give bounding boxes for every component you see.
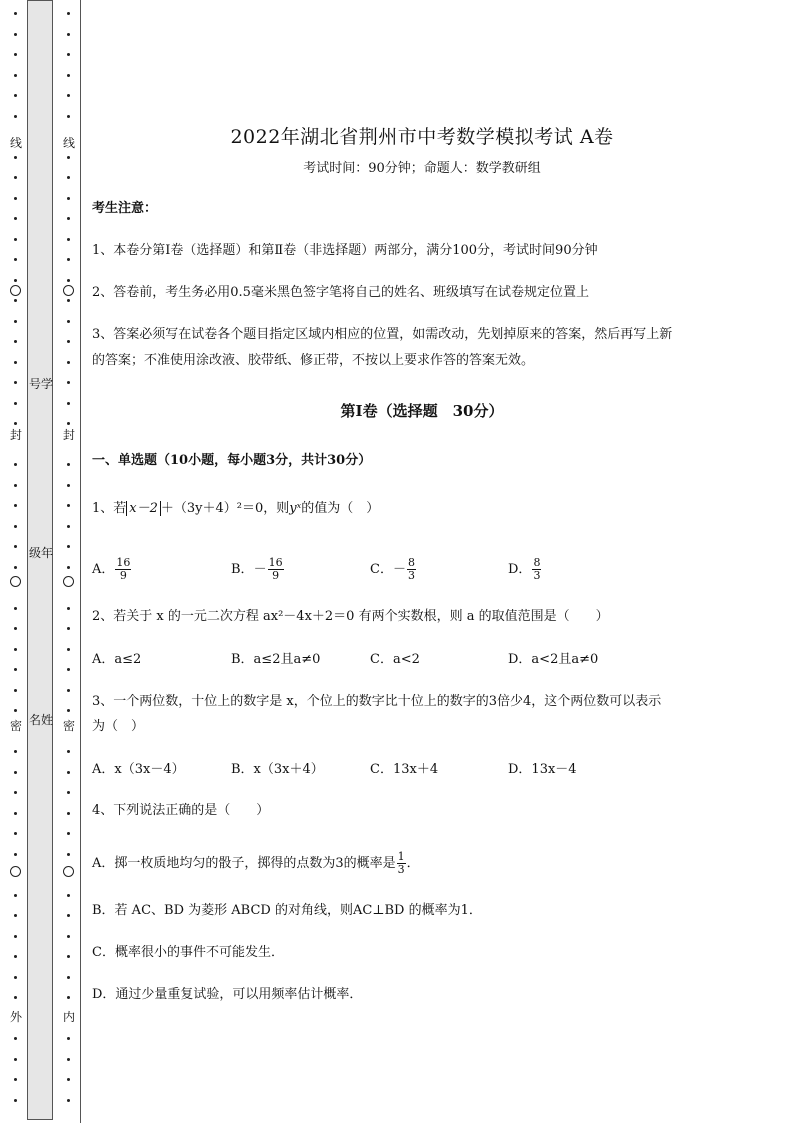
binding-dot xyxy=(14,115,17,118)
binding-dot xyxy=(14,1037,17,1040)
outer-mark-feng: 封 xyxy=(9,428,22,442)
q2-option-d[interactable]: D．a<2且a≠0 xyxy=(508,652,599,667)
binding-ring-icon xyxy=(63,866,74,877)
binding-dot xyxy=(67,914,70,917)
binding-dot xyxy=(14,94,17,97)
binding-dot xyxy=(14,627,17,630)
inner-mark-xian: 线 xyxy=(62,136,75,150)
binding-dot xyxy=(67,689,70,692)
notice-heading: 考生注意： xyxy=(92,201,158,216)
q1-expr: yˣ xyxy=(289,501,302,516)
binding-dot xyxy=(14,402,17,405)
binding-dot xyxy=(67,279,70,282)
question-2-stem: 2、若关于 x 的一元二次方程 ax²－4x＋2＝0 有两个实数根，则 a 的取值范围是（ ） xyxy=(92,609,609,624)
binding-dot xyxy=(14,607,17,610)
binding-dot xyxy=(67,53,70,56)
q4-option-c[interactable]: C．概率很小的事件不可能发生． xyxy=(92,945,284,960)
binding-dot xyxy=(14,709,17,712)
binding-dot xyxy=(14,381,17,384)
binding-dot xyxy=(67,771,70,774)
field-student-number: 号学 xyxy=(28,377,53,391)
binding-dot xyxy=(67,238,70,241)
notice-item-3-line-1: 3、答案必须写在试卷各个题目指定区域内相应的位置，如需改动，先划掉原来的答案，然后再写上新 xyxy=(92,327,673,342)
field-name: 名姓 xyxy=(28,713,53,727)
binding-dot xyxy=(14,689,17,692)
exam-title: 2022年湖北省荆州市中考数学模拟考试 A卷 xyxy=(230,126,614,148)
q1-mid: ＋（3y＋4）²＝0，则 xyxy=(160,501,290,516)
binding-dot xyxy=(14,771,17,774)
binding-dot xyxy=(67,1078,70,1081)
binding-dot xyxy=(67,525,70,528)
binding-dot xyxy=(14,33,17,36)
binding-dot xyxy=(14,1099,17,1102)
binding-dot xyxy=(14,791,17,794)
student-info-strip xyxy=(27,0,53,1120)
binding-dot xyxy=(14,340,17,343)
binding-dot xyxy=(14,566,17,569)
binding-dot xyxy=(14,279,17,282)
binding-dot xyxy=(67,504,70,507)
inner-dotted-line xyxy=(62,4,76,1119)
binding-dot xyxy=(67,74,70,77)
binding-dot xyxy=(67,115,70,118)
q3-option-c[interactable]: C．13x＋4 xyxy=(370,762,439,777)
binding-dot xyxy=(14,422,17,425)
binding-dot xyxy=(67,545,70,548)
q2-option-b[interactable]: B．a≤2且a≠0 xyxy=(231,652,321,667)
binding-dot xyxy=(67,853,70,856)
binding-dot xyxy=(67,340,70,343)
exam-subtitle: 考试时间：90分钟；命题人：数学教研组 xyxy=(303,161,541,176)
binding-dot xyxy=(14,258,17,261)
question-3-stem-line-1: 3、一个两位数，十位上的数字是 x，个位上的数字比十位上的数字的3倍少4，这个两位数可以表示 xyxy=(92,694,662,709)
binding-dot xyxy=(67,607,70,610)
outer-mark-xian: 线 xyxy=(9,136,22,150)
outer-mark-mi: 密 xyxy=(9,719,22,733)
binding-dot xyxy=(67,935,70,938)
binding-dot xyxy=(67,668,70,671)
binding-dot xyxy=(14,545,17,548)
q3-option-a[interactable]: A．x（3x－4） xyxy=(92,762,185,777)
q4-option-a[interactable]: A．掷一枚质地均匀的骰子，掷得的点数为3的概率是 $\frac{1}{3}$ ． xyxy=(92,850,420,876)
binding-ring-icon xyxy=(10,866,21,877)
binding-dot xyxy=(14,955,17,958)
binding-ring-icon xyxy=(10,285,21,296)
binding-dot xyxy=(14,74,17,77)
binding-dot xyxy=(67,299,70,302)
binding-dot xyxy=(14,648,17,651)
field-class: 级年 xyxy=(28,546,53,560)
binding-dot xyxy=(67,976,70,979)
binding-dot xyxy=(14,197,17,200)
binding-dot xyxy=(14,217,17,220)
notice-item-2: 2、答卷前，考生务必用0.5毫米黑色签字笔将自己的姓名、班级填写在试卷规定位置上 xyxy=(92,285,589,300)
margin-rule xyxy=(80,0,81,1123)
binding-dot xyxy=(67,627,70,630)
binding-dot xyxy=(67,484,70,487)
binding-dot xyxy=(67,320,70,323)
binding-dot xyxy=(14,361,17,364)
binding-dot xyxy=(14,53,17,56)
binding-dot xyxy=(67,258,70,261)
q1-option-c[interactable]: C．－ $\frac{8}{3}$ xyxy=(370,556,415,582)
inner-mark-mi: 密 xyxy=(62,719,75,733)
binding-dot xyxy=(67,94,70,97)
binding-dot xyxy=(14,996,17,999)
binding-dot xyxy=(14,853,17,856)
binding-dot xyxy=(67,381,70,384)
binding-dot xyxy=(67,463,70,466)
binding-dot xyxy=(67,1037,70,1040)
binding-dot xyxy=(14,976,17,979)
binding-dot xyxy=(14,668,17,671)
q2-option-c[interactable]: C．a<2 xyxy=(370,652,420,667)
binding-dot xyxy=(67,750,70,753)
q4-option-d[interactable]: D．通过少量重复试验，可以用频率估计概率． xyxy=(92,987,363,1002)
binding-dot xyxy=(67,812,70,815)
fraction: $\frac{1}{3}$ xyxy=(397,850,405,876)
outer-dotted-line xyxy=(9,4,23,1119)
binding-dot xyxy=(14,525,17,528)
binding-dot xyxy=(67,1058,70,1061)
binding-dot xyxy=(14,484,17,487)
q1-option-b[interactable]: B．－ $\frac{16}{9}$ xyxy=(231,556,283,582)
binding-dot xyxy=(14,914,17,917)
question-4-stem: 4、下列说法正确的是（ ） xyxy=(92,803,270,818)
binding-dot xyxy=(14,894,17,897)
q1-option-a[interactable]: A． $\frac{16}{9}$ xyxy=(92,556,131,582)
fraction: $\frac{16}{9}$ xyxy=(268,556,283,582)
notice-item-3-line-2: 的答案；不准使用涂改液、胶带纸、修正带，不按以上要求作答的答案无效。 xyxy=(92,353,535,368)
binding-dot xyxy=(14,504,17,507)
q1-suffix: 的值为（ ） xyxy=(301,501,380,516)
binding-dot xyxy=(67,33,70,36)
q2-option-a[interactable]: A．a≤2 xyxy=(92,652,142,667)
binding-dot xyxy=(14,832,17,835)
binding-dot xyxy=(14,299,17,302)
binding-dot xyxy=(67,1099,70,1102)
binding-dot xyxy=(67,791,70,794)
notice-item-1: 1、本卷分第Ⅰ卷（选择题）和第Ⅱ卷（非选择题）两部分，满分100分，考试时间90分钟 xyxy=(92,243,598,258)
binding-dot xyxy=(14,176,17,179)
inner-mark-nei: 内 xyxy=(62,1010,75,1024)
question-1-stem xyxy=(92,499,379,519)
binding-dot xyxy=(67,894,70,897)
binding-dot xyxy=(14,156,17,159)
binding-dot xyxy=(14,1058,17,1061)
binding-dot xyxy=(14,935,17,938)
binding-dot xyxy=(67,955,70,958)
fraction: $\frac{8}{3}$ xyxy=(407,556,415,582)
fraction: $\frac{16}{9}$ xyxy=(116,556,131,582)
binding-dot xyxy=(67,996,70,999)
question-3-stem-line-2: 为（ ） xyxy=(92,719,145,734)
outer-mark-wai: 外 xyxy=(9,1010,22,1024)
binding-dot xyxy=(14,1078,17,1081)
inner-mark-feng: 封 xyxy=(62,428,75,442)
binding-dot xyxy=(14,812,17,815)
q3-option-b[interactable]: B．x（3x＋4） xyxy=(231,762,324,777)
binding-dot xyxy=(67,197,70,200)
binding-dot xyxy=(67,176,70,179)
q1-abs-expr: x－2 xyxy=(126,501,161,516)
binding-dot xyxy=(14,463,17,466)
fraction: $\frac{8}{3}$ xyxy=(533,556,541,582)
binding-margin xyxy=(0,0,82,1123)
binding-dot xyxy=(67,12,70,15)
binding-dot xyxy=(67,156,70,159)
binding-dot xyxy=(67,709,70,712)
binding-ring-icon xyxy=(10,576,21,587)
binding-dot xyxy=(14,320,17,323)
q1-option-d[interactable]: D． $\frac{8}{3}$ xyxy=(508,556,541,582)
q3-option-d[interactable]: D．13x－4 xyxy=(508,762,577,777)
q4-option-b[interactable]: B．若 AC、BD 为菱形 ABCD 的对角线，则AC⊥BD 的概率为1． xyxy=(92,903,482,918)
binding-dot xyxy=(67,402,70,405)
binding-dot xyxy=(67,832,70,835)
section-title: 第Ⅰ卷（选择题 30分） xyxy=(340,402,504,420)
binding-ring-icon xyxy=(63,285,74,296)
part1-title: 一、单选题（10小题，每小题3分，共计30分） xyxy=(92,453,372,468)
binding-dot xyxy=(14,12,17,15)
binding-ring-icon xyxy=(63,576,74,587)
binding-dot xyxy=(67,361,70,364)
binding-dot xyxy=(14,750,17,753)
binding-dot xyxy=(14,238,17,241)
q1-prefix: 1、若 xyxy=(92,501,127,516)
binding-dot xyxy=(67,566,70,569)
binding-dot xyxy=(67,217,70,220)
binding-dot xyxy=(67,422,70,425)
binding-dot xyxy=(67,648,70,651)
